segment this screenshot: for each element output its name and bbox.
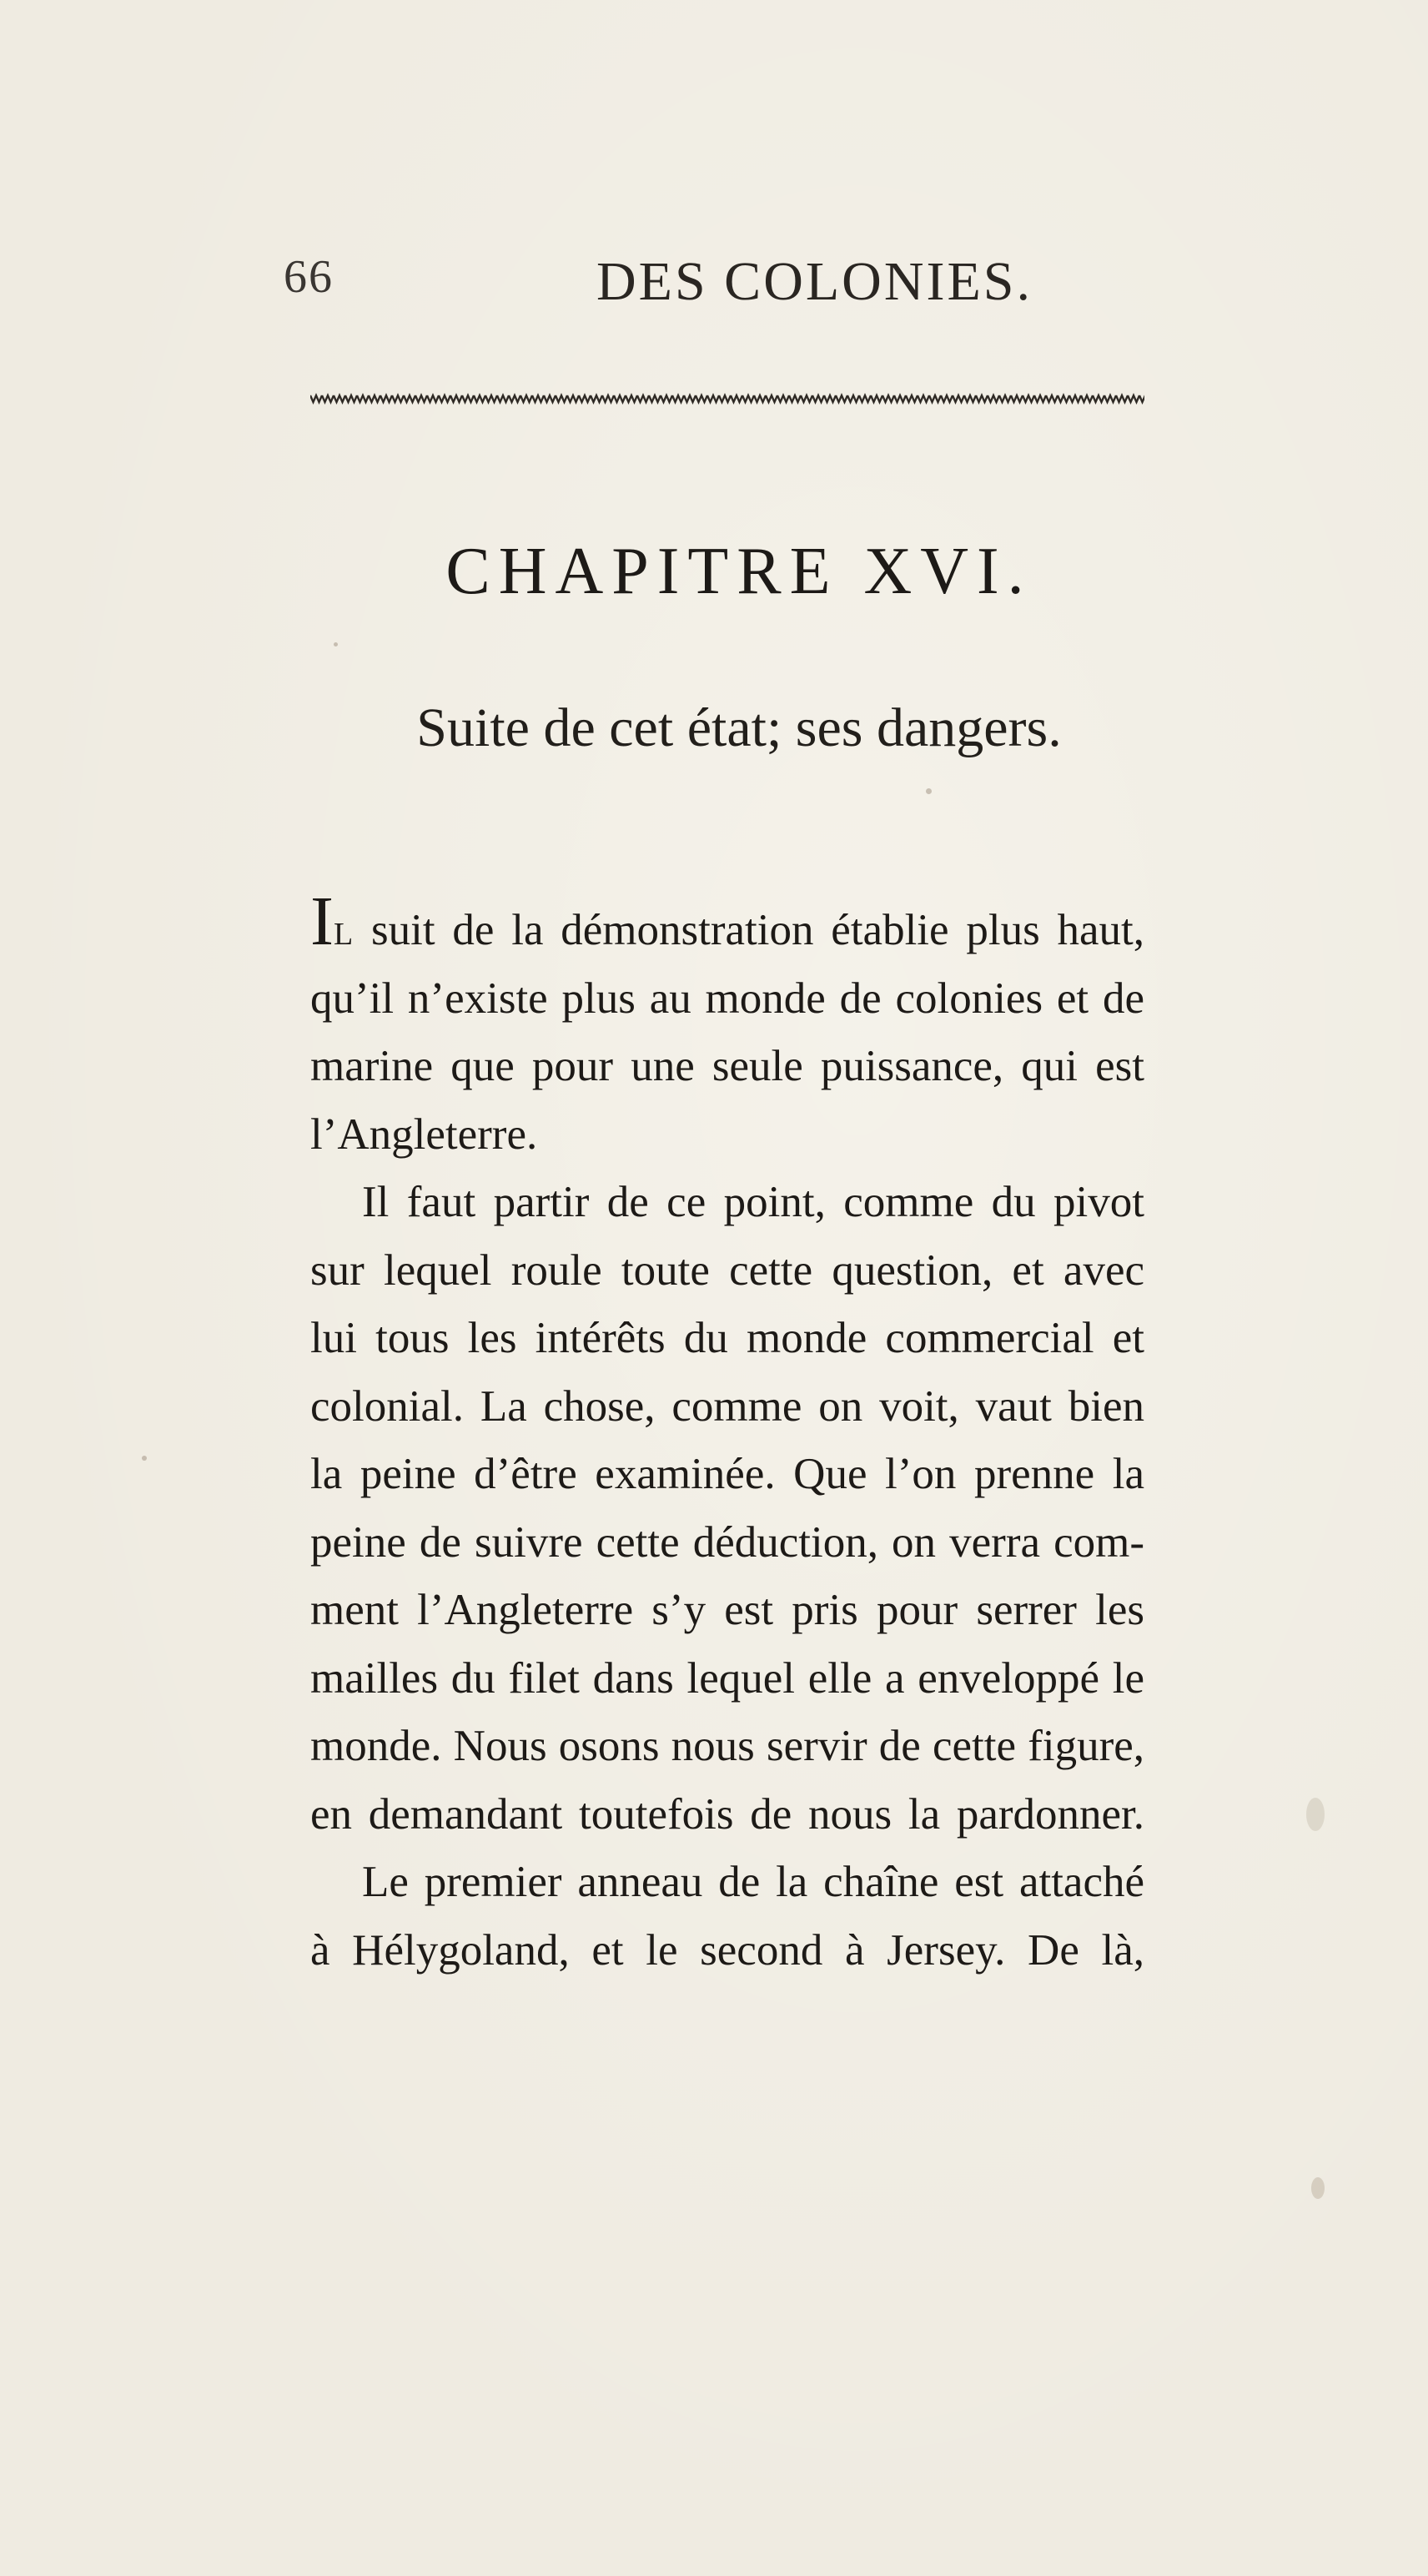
paper-speck bbox=[142, 1456, 147, 1461]
paragraph-2-line-1: Il faut partir de ce point, comme du pivot bbox=[362, 1178, 1144, 1226]
running-head bbox=[284, 250, 1118, 325]
paragraph-2-line-10: en demandant toutefois de nous la pardonner. bbox=[310, 1789, 1144, 1839]
paragraph-1-line-4: l’Angleterre. bbox=[310, 1109, 538, 1159]
paragraph-3-line-2: à Hélygoland, et le second à Jersey. De là, bbox=[310, 1925, 1144, 1975]
body-text bbox=[310, 883, 1145, 1985]
paragraph-2-line-4: colonial. La chose, comme on voit, vaut bien bbox=[310, 1381, 1144, 1431]
paragraph-2-line-5: la peine d’être examinée. Que l’on prenne la bbox=[310, 1450, 1144, 1498]
paragraph-1-line-3: marine que pour une seule puissance, qui est bbox=[310, 1042, 1144, 1090]
line-text: suit de la démonstration établie plus haut, bbox=[371, 906, 1145, 954]
paragraph-2-line-7: ment l’Angleterre s’y est pris pour serrer les bbox=[310, 1586, 1144, 1634]
paper-speck bbox=[1311, 2177, 1325, 2199]
paragraph-3-line-1: Le premier anneau de la chaîne est attaché bbox=[362, 1858, 1144, 1906]
paragraph-2-line-9: monde. Nous osons nous servir de cette figure, bbox=[310, 1722, 1144, 1770]
page-number: 66 bbox=[284, 251, 334, 303]
paragraph-2-line-3: lui tous les intérêts du monde commercial et bbox=[310, 1314, 1144, 1362]
paragraph-2-line-8: mailles du filet dans lequel elle a enveloppé le bbox=[310, 1653, 1144, 1703]
paper-speck bbox=[1306, 1798, 1325, 1831]
paragraph-1-line-1 bbox=[310, 883, 1145, 965]
paper-speck bbox=[926, 788, 932, 794]
paragraph-2-line-2: sur lequel roule toute cette question, et avec bbox=[310, 1245, 1144, 1295]
chapter-heading: CHAPITRE XVI. bbox=[445, 535, 1033, 608]
ornamental-rule bbox=[310, 392, 1144, 405]
running-title: DES COLONIES. bbox=[596, 251, 1033, 312]
drop-cap: I bbox=[310, 883, 334, 960]
chapter-subtitle: Suite de cet état; ses dangers. bbox=[416, 697, 1062, 758]
drop-cap-small-caps: L bbox=[333, 917, 354, 952]
paragraph-1-line-2: qu’il n’existe plus au monde de colonies et de bbox=[310, 974, 1144, 1023]
paper-speck bbox=[334, 642, 338, 647]
paragraph-2-line-6: peine de suivre cette déduction, on verra com- bbox=[310, 1517, 1144, 1567]
